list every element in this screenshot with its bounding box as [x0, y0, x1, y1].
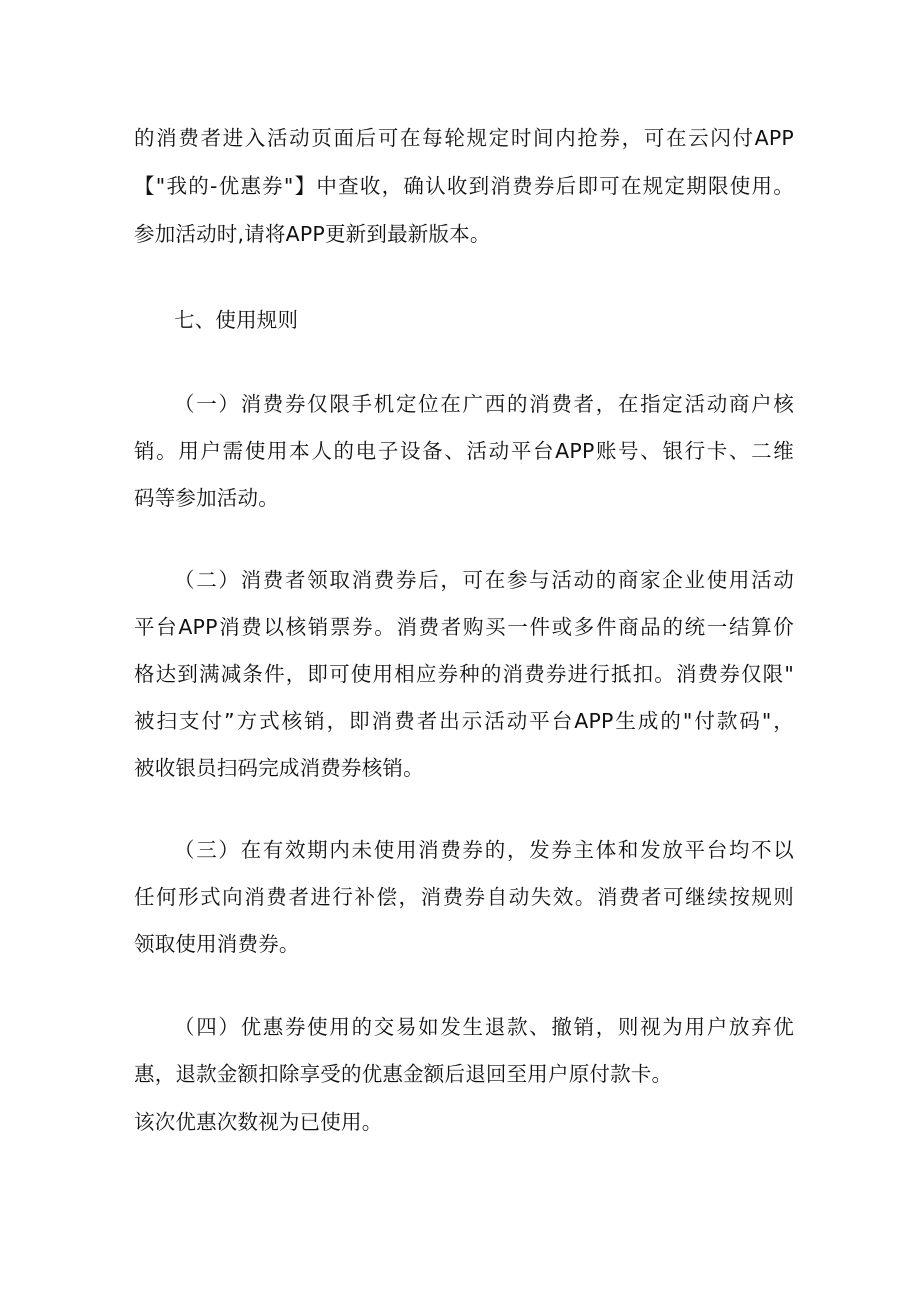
rule2-line-1: （二）消费者领取消费券后，可在参与活动的商家企业使用活动 — [174, 568, 794, 592]
rule1-line-3: 码等参加活动。 — [134, 486, 279, 510]
section-heading: 七、使用规则 — [174, 308, 299, 332]
rule1-line-1: （一）消费券仅限手机定位在广西的消费者，在指定活动商户核 — [174, 392, 794, 416]
rule4-line-1: （四）优惠券使用的交易如发生退款、撤销，则视为用户放弃优 — [174, 1015, 794, 1039]
rule2-line-4: 被扫支付”方式核销，即消费者出示活动平台APP生成的"付款码"， — [134, 709, 794, 733]
rule4-line-2: 惠，退款金额扣除享受的优惠金额后退回至用户原付款卡。 — [134, 1062, 673, 1086]
intro-line-1: 的消费者进入活动页面后可在每轮规定时间内抢券，可在云闪付APP — [134, 126, 794, 150]
rule3-line-3: 领取使用消费券。 — [134, 932, 300, 956]
rule3-line-1: （三）在有效期内未使用消费券的，发券主体和发放平台均不以 — [174, 838, 794, 862]
rule2-line-3: 格达到满减条件，即可使用相应券种的消费券进行抵扣。消费券仅限" — [134, 662, 794, 686]
intro-line-3: 参加活动时,请将APP更新到最新版本。 — [134, 222, 491, 246]
rule3-line-2: 任何形式向消费者进行补偿，消费券自动失效。消费者可继续按规则 — [134, 885, 794, 909]
rule4-line-3: 该次优惠次数视为已使用。 — [134, 1110, 383, 1134]
rule1-line-2: 销。用户需使用本人的电子设备、活动平台APP账号、银行卡、二维 — [134, 439, 794, 463]
rule2-line-2: 平台APP消费以核销票券。消费者购买一件或多件商品的统一结算价 — [134, 615, 794, 639]
rule2-line-5: 被收银员扫码完成消费券核销。 — [134, 756, 424, 780]
intro-line-2: 【"我的-优惠券"】中查收，确认收到消费券后即可在规定期限使用。 — [134, 174, 794, 198]
